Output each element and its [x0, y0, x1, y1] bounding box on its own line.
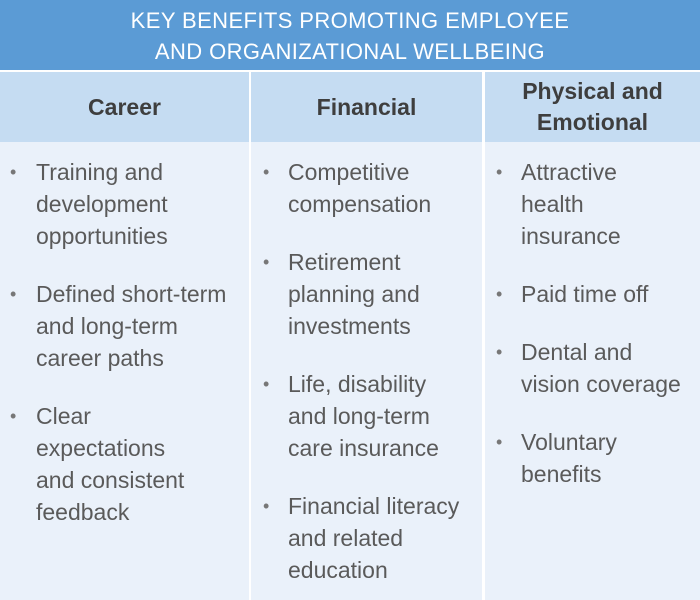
benefit-list-physical-emotional	[485, 156, 700, 490]
title-line-2: AND ORGANIZATIONAL WELLBEING	[154, 39, 546, 64]
list-item	[0, 156, 249, 252]
list-item	[485, 336, 700, 400]
item-text: Defined short-term and long-term career paths	[36, 281, 227, 371]
list-item	[0, 400, 249, 528]
item-text: Competitive compensation	[288, 159, 432, 217]
item-text: Financial literacy and related education	[288, 493, 460, 583]
column-physical-emotional	[485, 72, 700, 600]
benefit-list-financial	[251, 156, 482, 586]
item-text: Dental and vision coverage	[521, 339, 681, 397]
heading-text: Career	[88, 93, 161, 120]
list-item	[485, 278, 700, 310]
list-item	[251, 156, 482, 220]
list-item	[251, 368, 482, 464]
list-item	[251, 246, 482, 342]
bullet-icon: •	[263, 374, 270, 394]
column-heading-physical-emotional	[485, 72, 700, 142]
bullet-icon: •	[10, 406, 17, 426]
heading-text: Financial	[316, 93, 417, 120]
column-career	[0, 72, 249, 600]
item-text: Life, disability and long-term care insurance	[288, 371, 439, 461]
heading-text-line-2: Emotional	[536, 109, 649, 135]
item-text: Clear expectations and consistent feedback	[36, 403, 185, 525]
page-title	[0, 0, 700, 70]
item-text: Training and development opportunities	[36, 159, 168, 249]
list-item	[251, 490, 482, 586]
column-heading-financial	[251, 72, 482, 142]
item-text: Attractive health insurance	[521, 159, 621, 249]
bullet-icon: •	[263, 496, 270, 516]
list-item	[0, 278, 249, 374]
bullet-icon: •	[496, 342, 503, 362]
item-text: Retirement planning and investments	[288, 249, 420, 339]
bullet-icon: •	[263, 252, 270, 272]
bullet-icon: •	[263, 162, 270, 182]
bullet-icon: •	[10, 162, 17, 182]
item-text: Paid time off	[521, 281, 649, 307]
benefit-list-career	[0, 156, 249, 528]
title-line-1: KEY BENEFITS PROMOTING EMPLOYEE	[130, 8, 570, 33]
column-financial	[251, 72, 482, 600]
bullet-icon: •	[10, 284, 17, 304]
column-heading-career	[0, 72, 249, 142]
bullet-icon: •	[496, 432, 503, 452]
item-text: Voluntary benefits	[521, 429, 617, 487]
heading-text-line-1: Physical and	[522, 78, 663, 104]
list-item	[485, 426, 700, 490]
bullet-icon: •	[496, 284, 503, 304]
bullet-icon: •	[496, 162, 503, 182]
list-item	[485, 156, 700, 252]
